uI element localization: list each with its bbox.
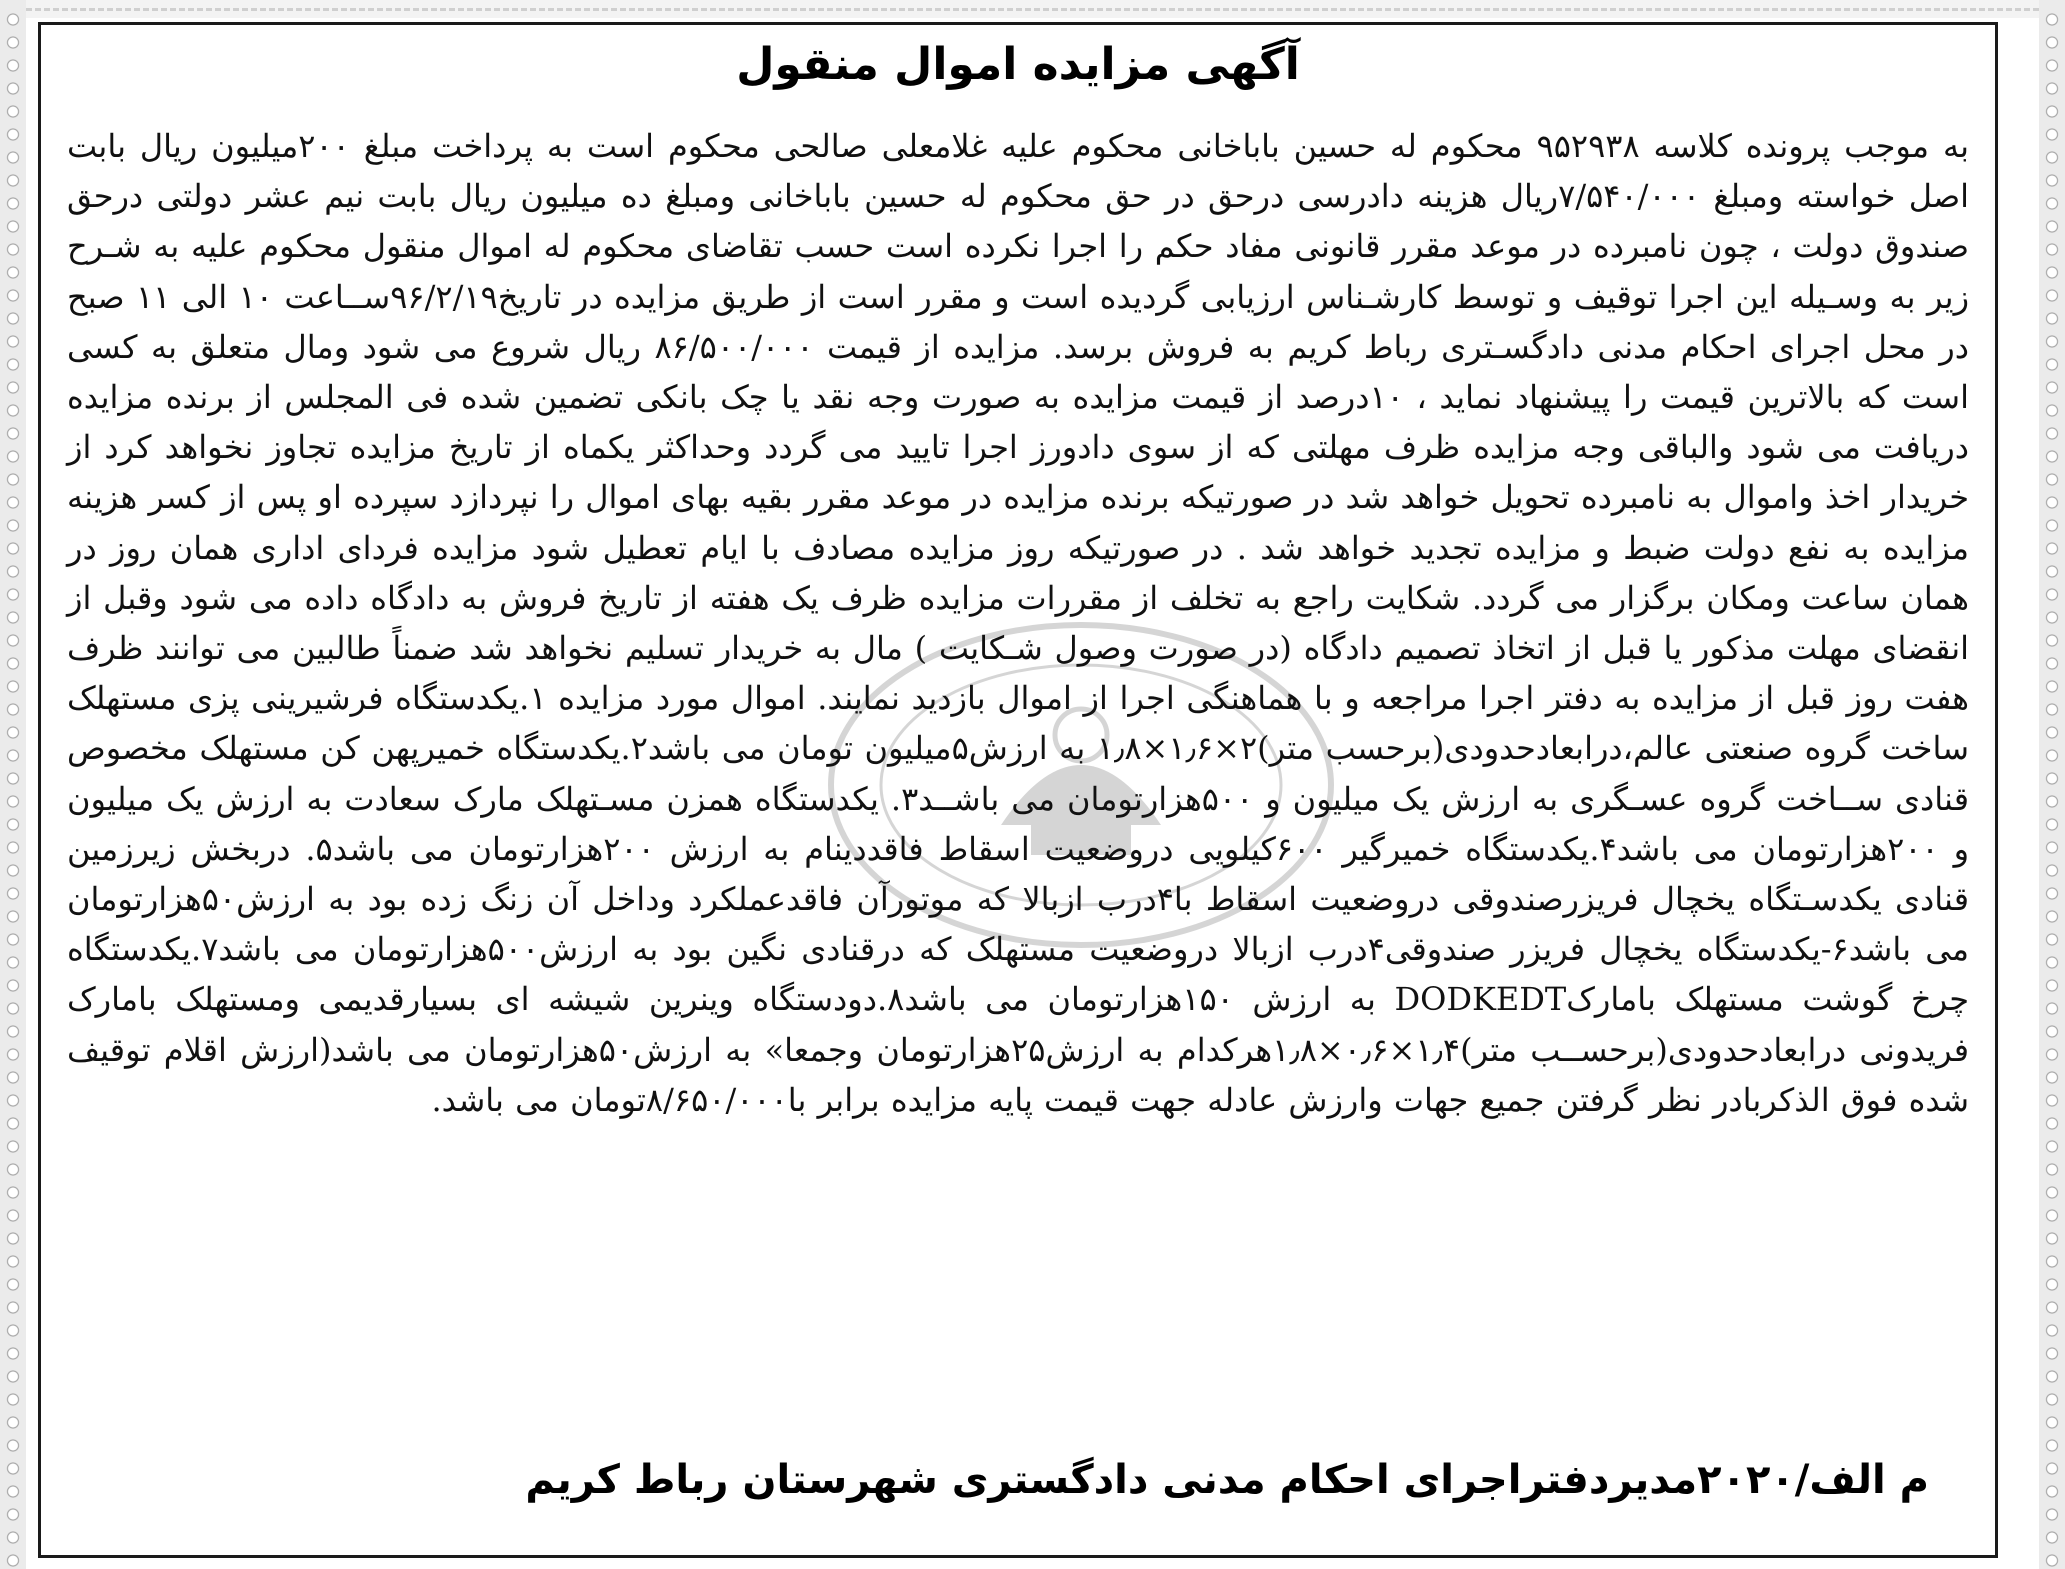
notice-frame	[38, 22, 1998, 1558]
top-perforation-band	[26, 0, 2039, 18]
right-perforation-strip	[2039, 0, 2065, 1569]
left-perforation-strip	[0, 0, 26, 1569]
notice-footer-signature: م الف/۲۰۲۰مدیردفتراجرای احکام مدنی دادگستری شهرستان رباط کریم	[525, 1457, 1929, 1503]
notice-body: به موجب پرونده کلاسه ۹۵۲۹۳۸ محکوم له حسین باباخانی محکوم علیه غلامعلی صالحی محکوم است به پرداخت مبلغ ۲۰۰میلیون ریال بابت اصل خواسته ومبلغ ۷/۵۴۰/۰۰۰ریال هزینه دادرسی درحق در حق محکوم له حسین باباخانی ومبلغ ده میلیون ریال بابت نیم عشر دولتی درحق صندوق دولت ، چون نامبرده در موعد مقرر قانونی مفاد حکم را اجرا نکرده است حسب تقاضای محکوم له اموال منقول محکوم علیه به شـرح زیر به وسـیله این اجرا توقیف و توسط کارشـناس ارزیابی گردیده است و مقرر است از طریق مزایده در تاریخ۹۶/۲/۱۹ســاعت ۱۰ الی ۱۱ صبح در محل اجرای احکام مدنی دادگسـتری رباط کریم به فروش برسد. مزایده از قیمت ۸۶/۵۰۰/۰۰۰ ریال شروع می شود ومال متعلق به کسی است که بالاترین قیمت را پیشنهاد نماید ، ۱۰درصد از قیمت مزایده به صورت وجه نقد یا چک بانکی تضمین شده فی المجلس از برنده مزایده دریافت می شود والباقی وجه مزایده ظرف مهلتی که از سوی دادورز اجرا تایید می گردد وحداکثر یکماه از تاریخ مزایده تجاوز نخواهد کرد از خریدار اخذ واموال به نامبرده تحویل خواهد شد در صورتیکه برنده مزایده در موعد مقرر بقیه بهای اموال را نپردازد سپرده او پس از کسر هزینه مزایده به نفع دولت ضبط و مزایده تجدید خواهد شد . در صورتیکه روز مزایده مصادف با ایام تعطیل شود مزایده فردای اداری همان روز در همان ساعت ومکان برگزار می گردد. شکایت راجع به تخلف از مقررات مزایده ظرف یک هفته از تاریخ فروش به دادگاه داده می شود وقبل از انقضای مهلت مذکور یا قبل از اتخاذ تصمیم دادگاه (در صورت وصول شـکایت ) مال به خریدار تسلیم نخواهد شد ضمناً طالبین می توانند ظرف هفت روز قبل از مزایده به دفتر اجرا مراجعه و با هماهنگی اجرا از اموال بازدید نمایند. اموال مورد مزایده ۱.یکدستگاه فرشیرینی پزی مستهلک ساخت گروه صنعتی عالم،درابعادحدودی(برحسب متر)۲×۱٫۶×۱٫۸ به ارزش۵میلیون تومان می باشد۲.یکدستگاه خمیرپهن کن مستهلک مخصوص قنادی ســاخت گروه عسـگری به ارزش یک میلیون و ۵۰۰هزارتومان می باشــد۳. یکدستگاه همزن مسـتهلک مارک سعادت به ارزش یک میلیون و ۲۰۰هزارتومان می باشد۴.یکدستگاه خمیرگیر ۶۰۰کیلویی دروضعیت اسقاط فاقددینام به ارزش ۲۰۰هزارتومان می باشد۵. دربخش زیرزمین قنادی یکدسـتگاه یخچال فریزرصندوقی دروضعیت اسقاط با۴درب ازبالا که موتورآن فاقدعملکرد وداخل آن زنگ زده بود به ارزش۵۰هزارتومان می باشد۶-یکدستگاه یخچال فریزر صندوقی۴درب ازبالا دروضعیت مستهلک که درقنادی نگین بود به ارزش۵۰۰هزارتومان می باشد۷.یکدستگاه چرخ گوشت مستهلک بامارکDODKEDT به ارزش ۱۵۰هزارتومان می باشد۸.دودستگاه وینرین شیشه ای بسیارقدیمی ومستهلک بامارک فریدونی درابعادحدودی(برحســب متر)۱٫۴×۰٫۶×۱٫۸هرکدام به ارزش۲۵هزارتومان وجمعا» به ارزش۵۰هزارتومان می باشد(ارزش اقلام توقیف شده فوق الذکربادر نظر گرفتن جمیع جهات وارزش عادله جهت قیمت پایه مزایده برابر با۸/۶۵۰/۰۰۰تومان می باشد.	[67, 127, 1970, 1119]
notice-title: آگهی مزایده اموال منقول	[736, 39, 1300, 90]
